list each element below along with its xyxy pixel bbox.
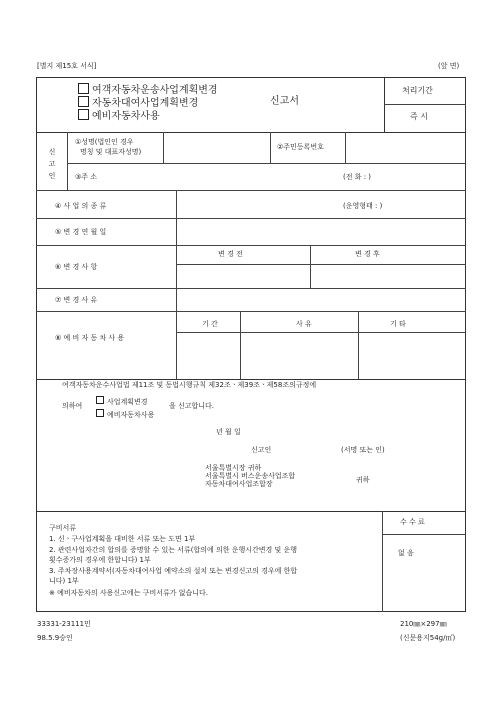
document-item-3-cont: 니다) 1부 bbox=[49, 577, 79, 585]
document-item-3: 3. 주차장사용계약서(자동차대여사업 예약소의 설치 또는 변경신고의 경우에 한합 bbox=[49, 567, 298, 575]
declaration-suffix: 을 신고합니다. bbox=[169, 402, 215, 410]
applicant-side-label: 신 고 인 bbox=[48, 148, 56, 180]
name-label: ①성명(법인인 경우 bbox=[75, 138, 134, 146]
page-side: (앞 면) bbox=[438, 62, 460, 70]
title-suffix: 신고서 bbox=[270, 96, 299, 107]
processing-label: 처리기간 bbox=[402, 86, 433, 95]
form-number: [별지 제15호 서식] bbox=[37, 62, 97, 70]
change-items-label: ⑥ 변 경 사 항 bbox=[55, 263, 98, 271]
documents-title: 구비서류 bbox=[49, 524, 77, 532]
change-date-label: ⑤ 변 경 연 월 일 bbox=[55, 228, 107, 236]
declaration-option-1[interactable]: 사업계획변경 bbox=[96, 396, 148, 406]
form-code: 33331-23111민 bbox=[37, 620, 91, 628]
spare-use-label: ⑧ 예 비 자 동 차 사 용 bbox=[55, 334, 125, 342]
document-item-1: 1. 신ㆍ구사업계획을 대비한 서류 또는 도면 1부 bbox=[49, 535, 196, 543]
addressee-1: 서울특별시장 귀하 bbox=[205, 464, 262, 472]
document-item-2: 2. 관련사업자간의 합의를 증명할 수 있는 서류(합의에 의한 운행시간변경 및 운행 bbox=[49, 546, 298, 554]
operation-form-label: (운영형태 : ) bbox=[343, 202, 383, 210]
address-label: ③주 소 bbox=[75, 173, 98, 181]
change-reason-label: ⑦ 변 경 사 유 bbox=[55, 296, 98, 304]
business-type-label: ④ 사 업 의 종 류 bbox=[55, 202, 107, 210]
phone-label: (전 화 : ) bbox=[343, 173, 372, 181]
declaration-prefix: 의하여 bbox=[62, 402, 83, 410]
signature-label: (서명 또는 인) bbox=[341, 446, 385, 454]
other-header: 기 타 bbox=[390, 320, 406, 328]
period-header: 기 간 bbox=[202, 320, 218, 328]
form-border bbox=[36, 77, 466, 612]
title-option-1[interactable]: 여객자동차운송사업계획변경 bbox=[78, 83, 218, 96]
title-option-2[interactable]: 자동차대여사업계획변경 bbox=[78, 96, 198, 109]
approval-date: 98.5.9승인 bbox=[37, 634, 73, 642]
document-note: ※ 예비자동차의 사용신고에는 구비서류가 없습니다. bbox=[49, 589, 208, 597]
usage-reason-header: 사 유 bbox=[296, 320, 312, 328]
before-header: 변 경 전 bbox=[218, 250, 243, 258]
addressee-suffix: 귀하 bbox=[356, 476, 370, 484]
addressee-2: 서울특별시 버스운송사업조합 bbox=[205, 472, 296, 480]
document-item-2-cont: 횟수증가의 경우에 한합니다) 1부 bbox=[49, 556, 151, 564]
after-header: 변 경 후 bbox=[355, 250, 380, 258]
fee-value: 없 음 bbox=[398, 549, 414, 557]
paper-type: (신문용지54g/㎡) bbox=[400, 634, 456, 642]
title-option-3[interactable]: 예비자동차사용 bbox=[78, 109, 160, 122]
addressee-3: 자동차대여사업조합장 bbox=[205, 480, 273, 488]
declaration-option-2[interactable]: 예비자동차사용 bbox=[96, 409, 154, 419]
paper-size: 210㎜×297㎜ bbox=[400, 620, 447, 628]
resident-number-label: ②주민등록번호 bbox=[277, 143, 324, 151]
processing-value: 즉 시 bbox=[410, 112, 428, 121]
fee-label: 수 수 료 bbox=[400, 518, 425, 526]
law-text: 여객자동차운수사업법 제11조 및 동법시행규칙 제32조ㆍ제39조ㆍ제58조의규정에 bbox=[62, 381, 317, 389]
declarant-label: 신고인 bbox=[251, 446, 272, 454]
name-label-sub: 명칭 및 대표자성명) bbox=[80, 148, 142, 156]
declaration-date: 년 월 일 bbox=[216, 428, 241, 436]
